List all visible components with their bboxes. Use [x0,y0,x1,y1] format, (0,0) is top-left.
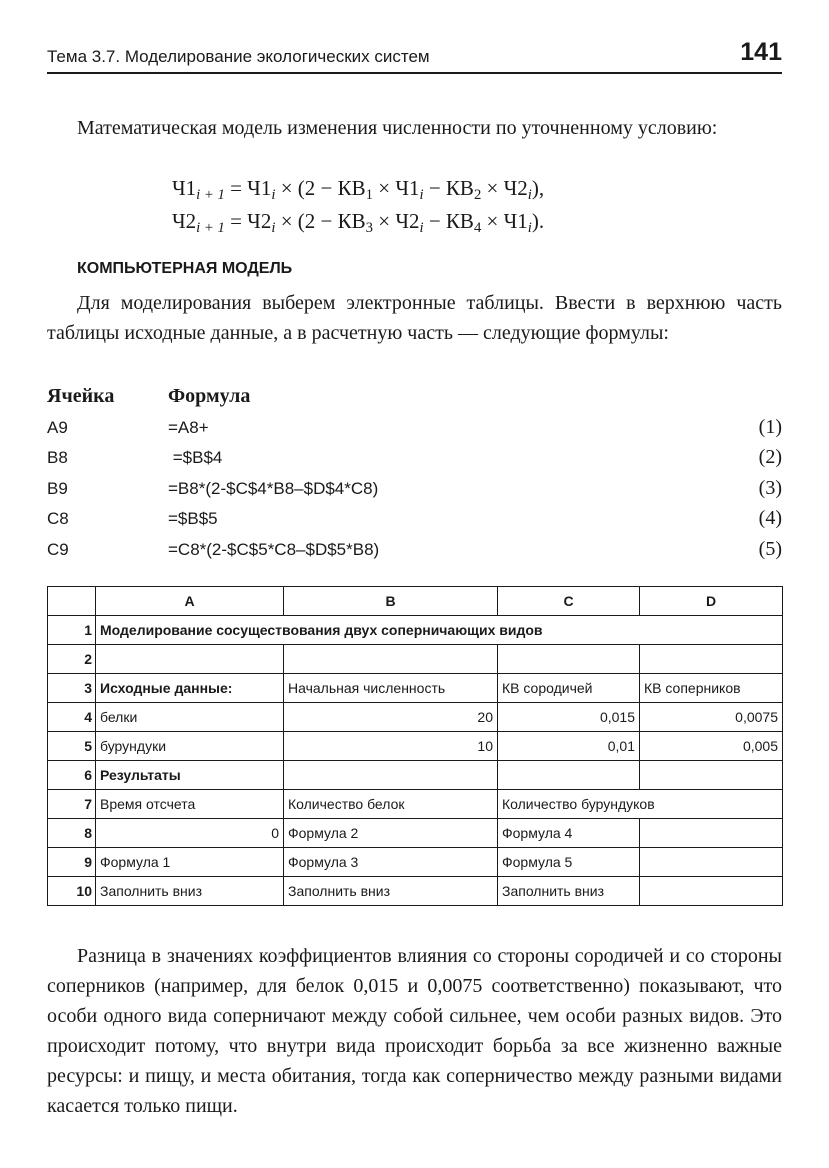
table-cell: Время отсчета [96,790,284,819]
row-number: 7 [48,790,96,819]
table-cell: бурундуки [96,732,284,761]
formula-row: B9 =B8*(2-$C$4*B8–$D$4*C8) (3) [47,476,782,499]
table-cell: 0,005 [640,732,783,761]
formula-row: C9 =C8*(2-$C$5*C8–$D$5*B8) (5) [47,537,782,560]
table-cell: Начальная численность [284,674,498,703]
table-cell: КВ соперников [640,674,783,703]
table-cell: Формула 3 [284,848,498,877]
formula-row: C8 =$B$5 (4) [47,507,782,529]
corner-cell [48,587,96,616]
table-cell: Результаты [96,761,284,790]
table-cell: Формула 5 [498,848,640,877]
table-cell: Заполнить вниз [498,877,640,906]
table-cell: Исходные данные: [96,674,284,703]
table-row [48,703,783,732]
formula-list [47,383,782,566]
table-cell: КВ сородичей [498,674,640,703]
table-cell: 0,01 [498,732,640,761]
intro-paragraph: Математическая модель изменения численности по уточненному условию: [77,117,718,139]
row-number: 1 [48,616,96,645]
table-row [48,790,783,819]
table-cell: Формула 1 [96,848,284,877]
table-row [48,674,783,703]
table-row [48,761,783,790]
table-row [48,819,783,848]
formula-list-header: Ячейка Формула [47,385,251,407]
row-number: 2 [48,645,96,674]
formula-row: B8 =$B$4 (2) [47,446,782,468]
equation-2: $Ч2_{i + 1} = Ч2_i \times (2 - КВ_3 \times Ч2_i - КВ_4 \times Ч1_i)$. [172,209,545,236]
sheet-title-cell: Моделирование сосуществования двух соперничающих видов [96,616,783,645]
row-number: 10 [48,877,96,906]
page-header [47,38,782,74]
row-number: 3 [48,674,96,703]
table-cell: 0 [96,819,284,848]
page-number: 141 [740,38,782,66]
conclusion-paragraph: Разница в значениях коэффициентов влияния со стороны сородичей и со стороны соперников (например, для белок 0,015 и 0,0075 соответственно) показывают, что особи одного вида соперничают между собой сильнее, чем особи разных видов. Это происходит потому, что внутри вида происходит борьба за все жизненно важные ресурсы: и пищу, и места обитания, тогда как соперничество между разными видами касается только пищи. [47,945,782,1117]
row-number: 4 [48,703,96,732]
table-cell: 10 [284,732,498,761]
table-row [48,645,783,674]
table-cell: Количество бурундуков [498,790,783,819]
spreadsheet-table [47,586,783,906]
method-paragraph: Для моделирования выберем электронные таблицы. Ввести в верхнюю часть таблицы исходные данные, а в расчетную часть — следующие формулы: [47,292,782,344]
table-cell: Формула 2 [284,819,498,848]
table-row [48,732,783,761]
running-title: Тема 3.7. Моделирование экологических систем [47,47,430,66]
table-cell: Заполнить вниз [96,877,284,906]
table-cell: 20 [284,703,498,732]
section-heading: КОМПЬЮТЕРНАЯ МОДЕЛЬ [77,260,293,277]
table-cell: Формула 4 [498,819,640,848]
row-number: 8 [48,819,96,848]
table-cell: Заполнить вниз [284,877,498,906]
row-number: 9 [48,848,96,877]
equation-1: $Ч1_{i + 1} = Ч1_i \times (2 - КВ_1 \times Ч1_i - КВ_2 \times Ч2_i)$, [172,176,545,203]
table-cell: Количество белок [284,790,498,819]
row-number: 6 [48,761,96,790]
table-row [48,848,783,877]
column-header-row [48,587,783,616]
formula-row: A9 =A8+ (1) [47,415,782,438]
row-number: 5 [48,732,96,761]
table-cell: 0,0075 [640,703,783,732]
column-header: C [498,587,640,616]
table-cell: белки [96,703,284,732]
table-row [48,877,783,906]
column-header: A [96,587,284,616]
table-row [48,616,783,645]
table-cell: 0,015 [498,703,640,732]
column-header: D [640,587,783,616]
column-header: B [284,587,498,616]
